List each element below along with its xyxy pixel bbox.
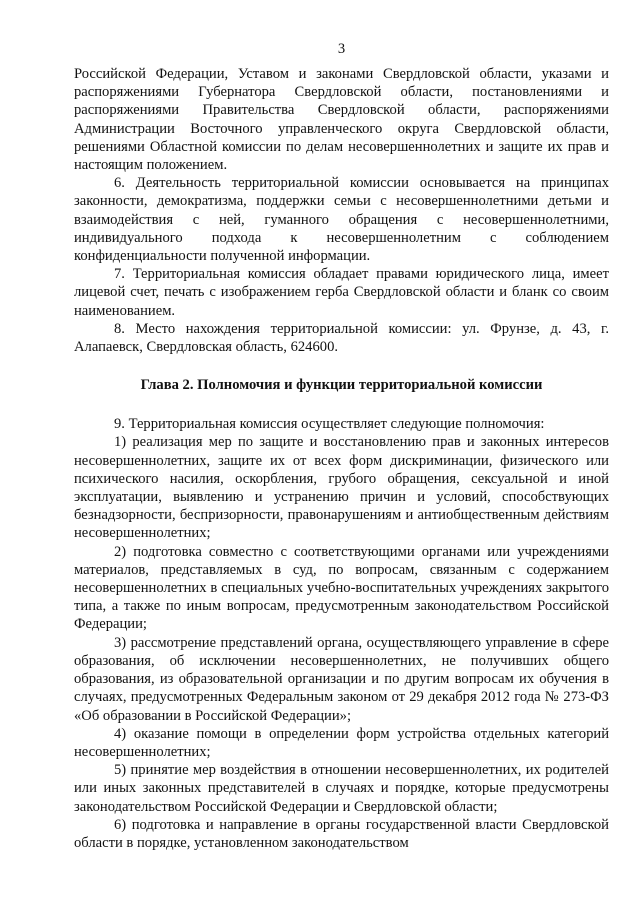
paragraph-9: 9. Территориальная комиссия осуществляет следующие полномочия:	[114, 416, 545, 433]
list-item-6: 6) подготовка и направление в органы государственной власти Свердловской области в порядке, установленном законодательством	[74, 816, 609, 851]
paragraph-7: 7. Территориальная комиссия обладает правами юридического лица, имеет лицевой счет, печать с изображением герба Свердловской области и бланк со своим наименованием.	[74, 266, 609, 319]
paragraph-continuation: Российской Федерации, Уставом и законами Свердловской области, указами и распоряжениями Губернатора Свердловской области, постановлениями и распоряжениями Правительства Свердловской области, распоряжениями Администрации Восточного управленческого округа Свердловской области, решениями Областной комиссии по делам несовершеннолетних и защите их прав и настоящим положением.	[74, 66, 609, 174]
document-page	[74, 40, 609, 852]
list-item-1: 1) реализация мер по защите и восстановлению прав и законных интересов несовершеннолетних, защите их от всех форм дискриминации, физического или психического насилия, оскорбления, грубого обращения, сексуальной и иной эксплуатации, выявлению и устранению причин и условий, способствующих безнадзорности, беспризорности, правонарушениям и антиобщественным действиям несовершеннолетних;	[74, 434, 609, 542]
list-item-5: 5) принятие мер воздействия в отношении несовершеннолетних, их родителей или иных законных представителей в случаях и порядке, которые предусмотрены законодательством Российской Федерации и Свердловской области;	[74, 762, 609, 815]
chapter-heading: Глава 2. Полномочия и функции территориальной комиссии	[140, 377, 543, 394]
list-item-4: 4) оказание помощи в определении форм устройства отдельных категорий несовершеннолетних;	[74, 725, 609, 760]
paragraph-8: 8. Место нахождения территориальной комиссии: ул. Фрунзе, д. 43, г. Алапаевск, Свердловская область, 624600.	[74, 320, 609, 356]
page-number: 3	[337, 41, 346, 57]
list-item-2: 2) подготовка совместно с соответствующими органами или учреждениями материалов, представляемых в суд, по вопросам, связанным с содержанием несовершеннолетних в специальных учебно-воспитательных учреждениях закрытого типа, а также по иным вопросам, предусмотренным законодательством Российской Федерации;	[74, 543, 609, 633]
paragraph-6: 6. Деятельность территориальной комиссии основывается на принципах законности, демократизма, поддержки семьи с несовершеннолетними детьми и взаимодействия с ней, гуманного обращения с несовершеннолетними, индивидуального подхода к несовершеннолетним с соблюдением конфиденциальности полученной информации.	[74, 175, 609, 265]
list-item-3: 3) рассмотрение представлений органа, осуществляющего управление в сфере образования, об исключении несовершеннолетних, не получивших общего образования, из образовательной организации и по другим вопросам их обучения в случаях, предусмотренных Федеральным законом от 29 декабря 2012 года № 273-ФЗ «Об образовании в Российской Федерации»;	[74, 634, 609, 724]
